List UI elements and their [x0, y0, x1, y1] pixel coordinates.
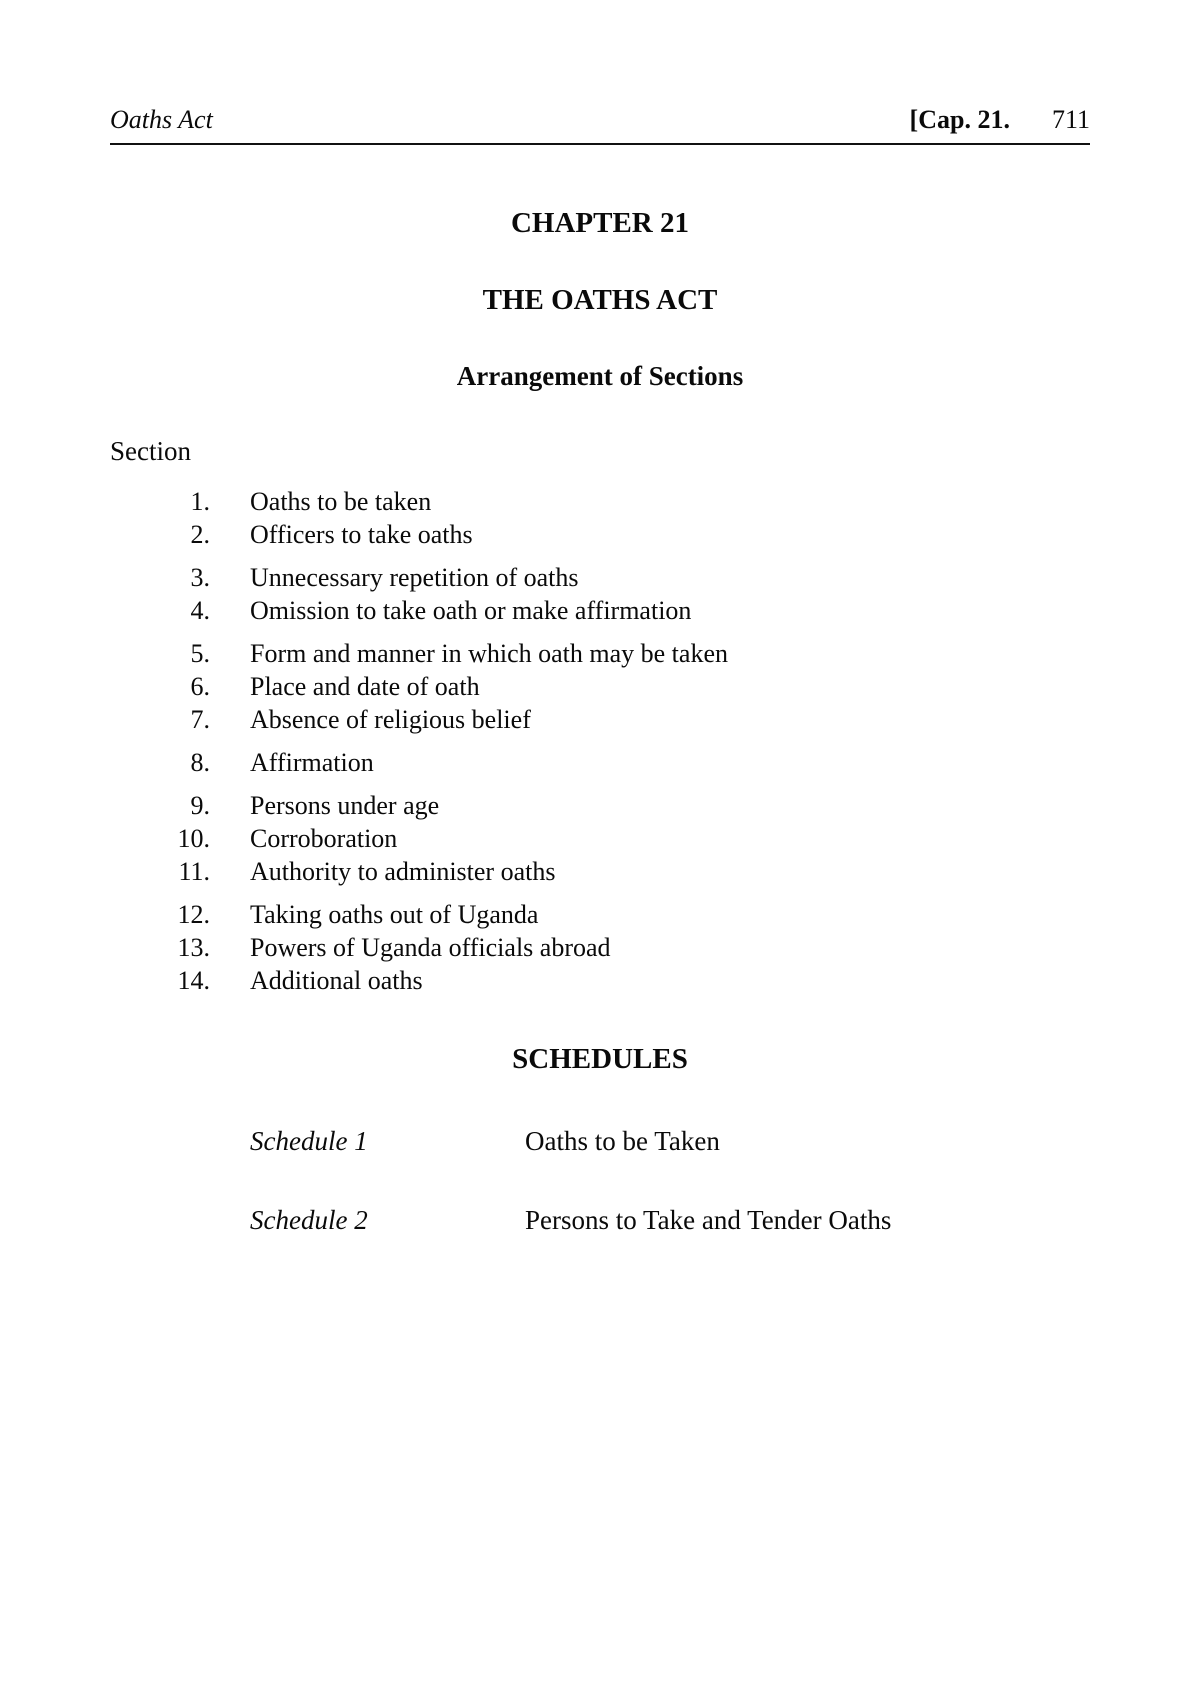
section-row: [110, 703, 1090, 736]
section-number: 3.: [190, 563, 210, 592]
page-number: 711: [1051, 105, 1090, 134]
section-row: [110, 789, 1090, 822]
arrangement-title: Arrangement of Sections: [456, 361, 744, 391]
section-title: Officers to take oaths: [250, 520, 473, 549]
running-title: Oaths Act: [110, 105, 213, 134]
schedule-title: Oaths to be Taken: [525, 1126, 720, 1156]
section-title: Additional oaths: [250, 966, 423, 995]
schedule-label: Schedule 2: [250, 1205, 368, 1235]
section-title: Place and date of oath: [250, 672, 480, 701]
section-row: [110, 746, 1090, 779]
header-rule: [110, 143, 1090, 145]
section-number: 13.: [177, 933, 210, 962]
section-number: 8.: [190, 748, 210, 777]
section-row: [110, 637, 1090, 670]
section-row: [110, 822, 1090, 855]
chapter-ref: [Cap. 21.: [909, 105, 1010, 134]
section-title: Omission to take oath or make affirmation: [250, 596, 692, 625]
section-number: 9.: [190, 791, 210, 820]
section-number: 1.: [190, 487, 210, 516]
header-right: [910, 105, 1090, 135]
section-row: [110, 518, 1090, 551]
section-title: Absence of religious belief: [250, 705, 531, 734]
schedule-title: Persons to Take and Tender Oaths: [525, 1205, 892, 1235]
section-number: 6.: [190, 672, 210, 701]
page-header: [110, 105, 1090, 135]
section-row: [110, 964, 1090, 997]
section-row: [110, 855, 1090, 888]
section-number: 2.: [190, 520, 210, 549]
section-list: [110, 485, 1090, 997]
schedules-title: SCHEDULES: [512, 1043, 688, 1075]
section-title: Oaths to be taken: [250, 487, 432, 516]
section-title: Authority to administer oaths: [250, 857, 556, 886]
schedule-row: [250, 1126, 1090, 1157]
section-number: 10.: [177, 824, 210, 853]
section-number: 5.: [190, 639, 210, 668]
section-title: Form and manner in which oath may be taken: [250, 639, 728, 668]
schedule-label: Schedule 1: [250, 1126, 368, 1156]
section-number: 14.: [177, 966, 210, 995]
section-title: Taking oaths out of Uganda: [250, 900, 539, 929]
section-title: Corroboration: [250, 824, 398, 853]
section-row: [110, 931, 1090, 964]
section-label: Section: [110, 436, 191, 466]
schedule-row: [250, 1205, 1090, 1236]
section-number: 11.: [178, 857, 210, 886]
act-title: THE OATHS ACT: [482, 284, 718, 316]
section-title: Persons under age: [250, 791, 440, 820]
section-row: [110, 898, 1090, 931]
section-title: Unnecessary repetition of oaths: [250, 563, 579, 592]
section-number: 12.: [177, 900, 210, 929]
chapter-title: CHAPTER 21: [510, 207, 690, 239]
section-title: Powers of Uganda officials abroad: [250, 933, 611, 962]
schedule-list: [110, 1126, 1090, 1236]
section-row: [110, 561, 1090, 594]
section-row: [110, 670, 1090, 703]
section-row: [110, 594, 1090, 627]
section-row: [110, 485, 1090, 518]
section-number: 4.: [190, 596, 210, 625]
section-title: Affirmation: [250, 748, 374, 777]
section-number: 7.: [190, 705, 210, 734]
